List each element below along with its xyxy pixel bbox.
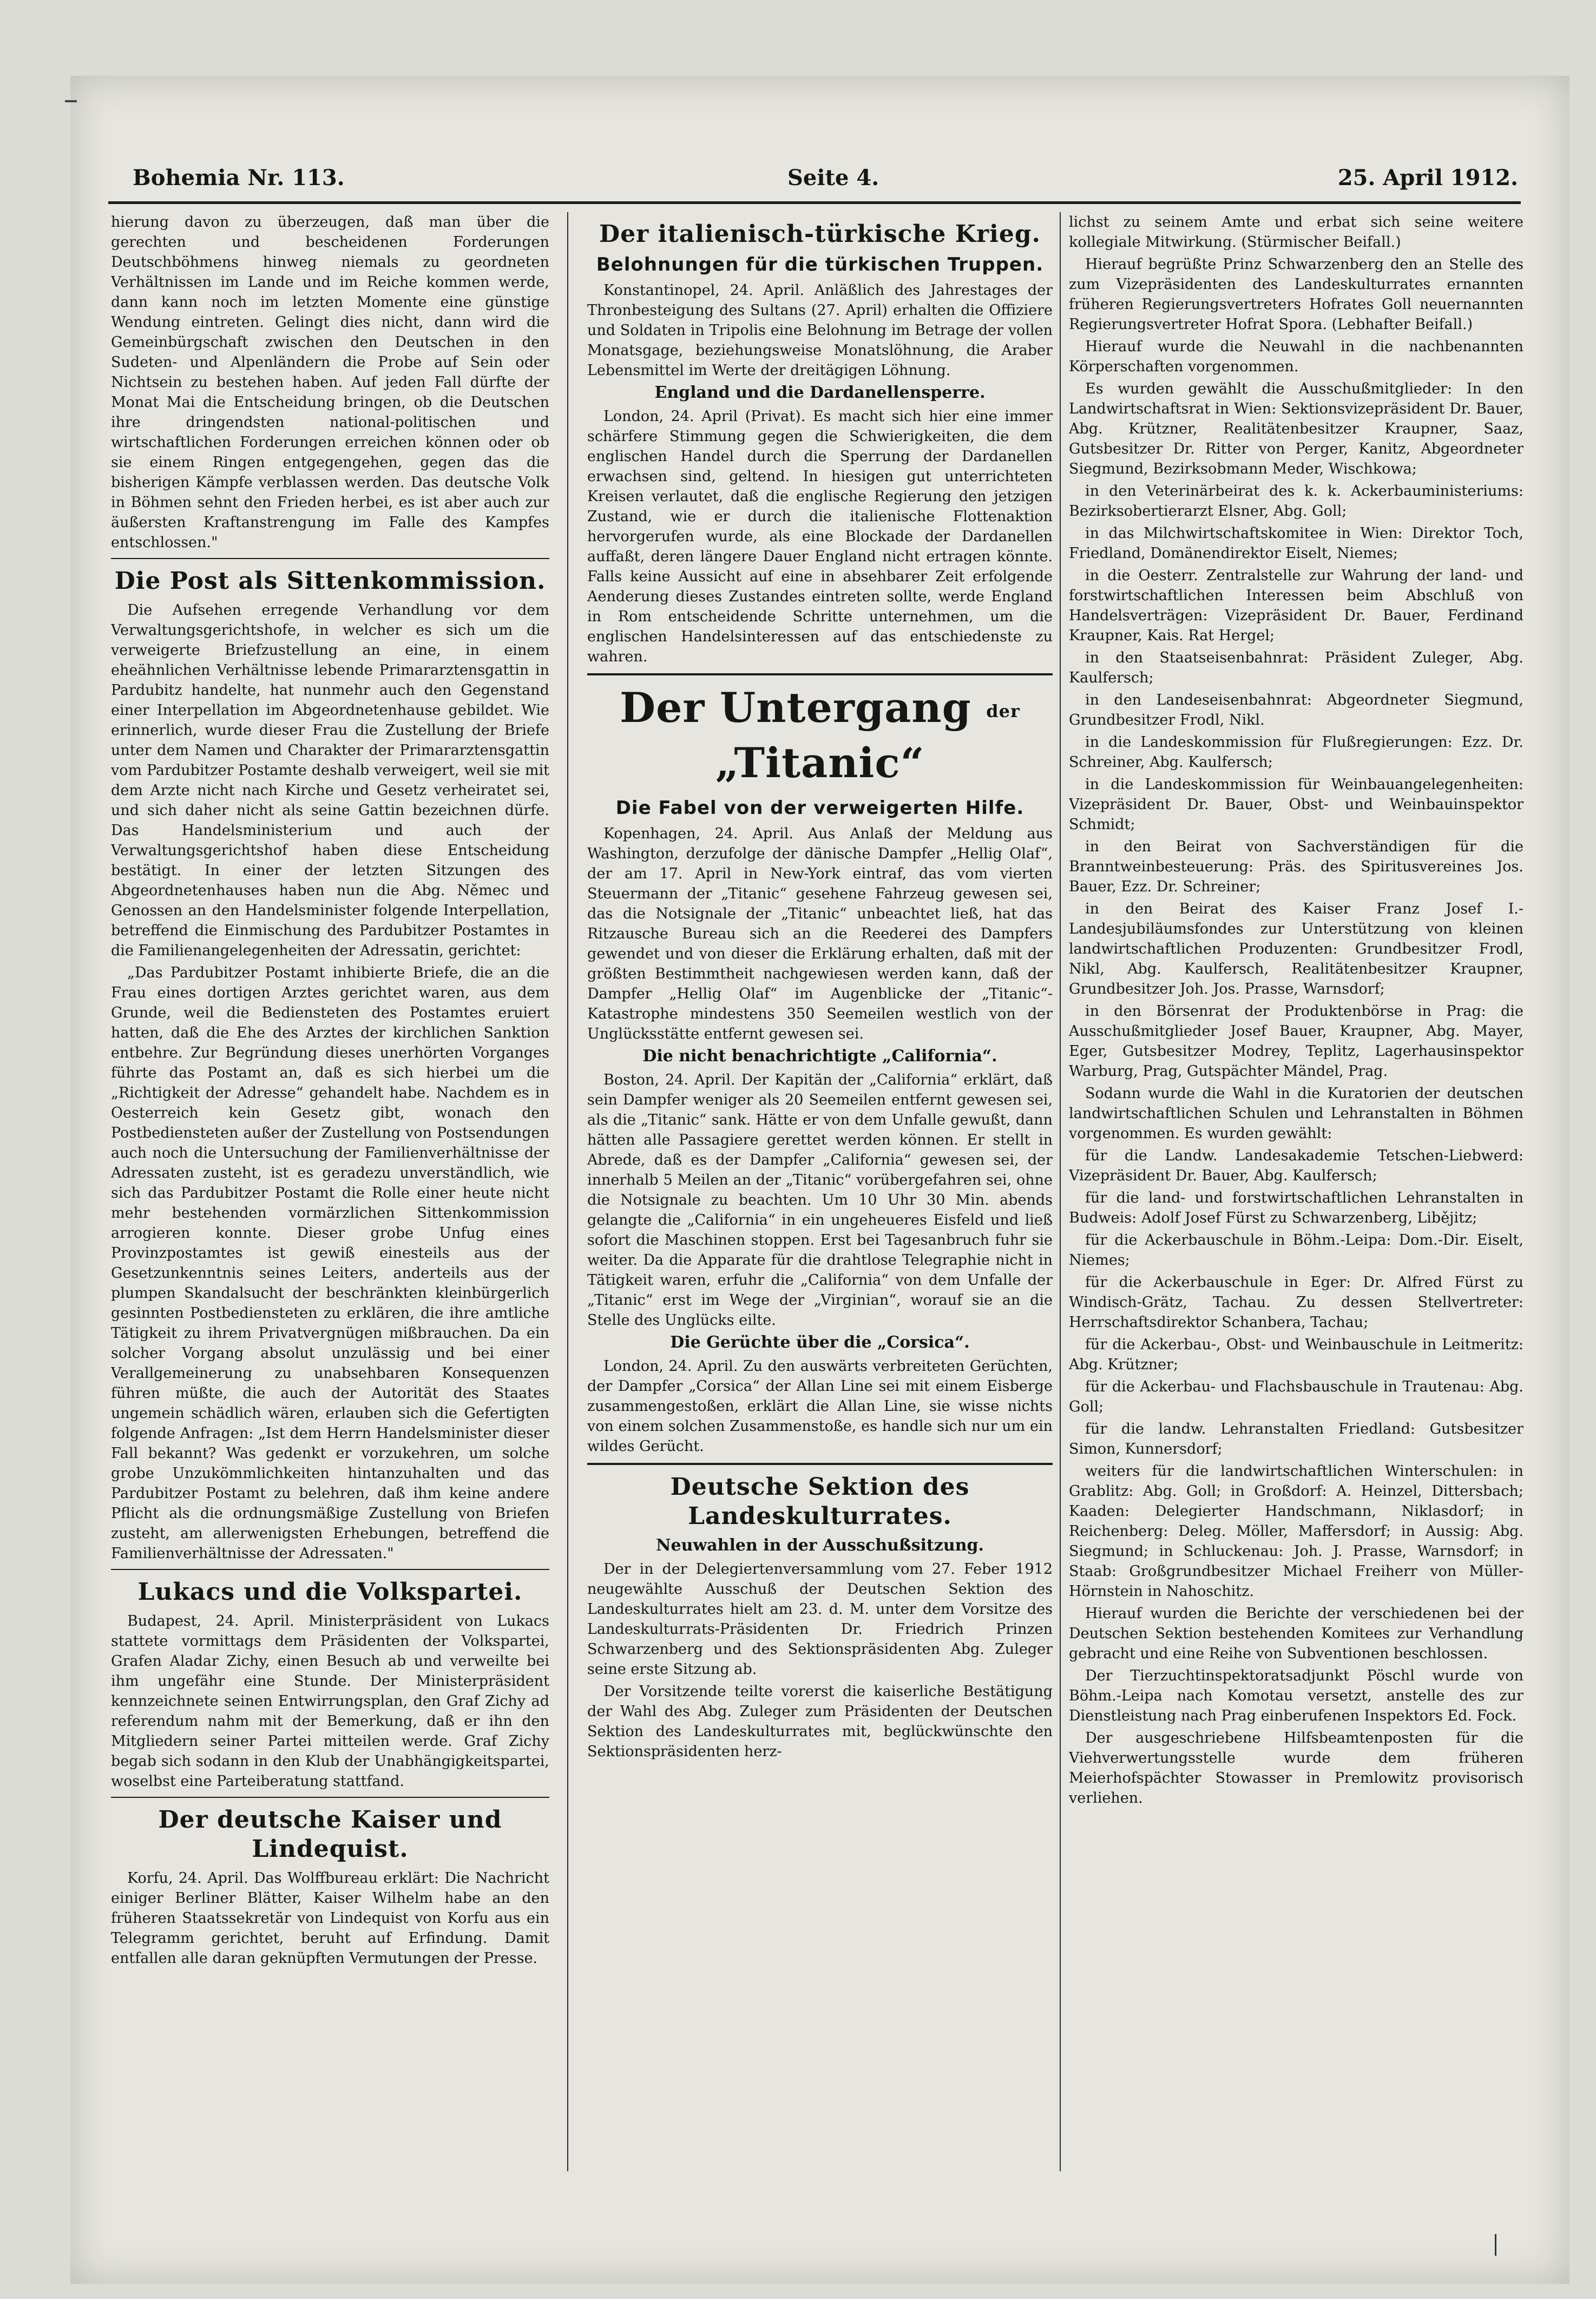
column-divider-1: [567, 212, 568, 2171]
article-subtitle-sektion: Neuwahlen in der Ausschußsitzung.: [656, 1536, 984, 1555]
article-paragraph: London, 24. April (Privat). Es macht sich hier eine immer schärfere Stimmung gegen die Schwierigkeiten, die dem englischen Handel durch die Sperrung der Dardanellen erwachsen sind, geltend. In hiesigen gut unterrichteten Kreisen verlautet, daß die englische Regierung den jetzigen Zustand, wie er durch die italienische Flottenaktion hervorgerufen wurde, als eine Blockade der Dardanellen auffaßt, deren längere Dauer England nicht ertragen könnte. Falls keine Aussicht auf eine in absehbarer Zeit erfolgende Aenderung dieses Zustandes eintreten sollte, werde England in Rom entscheidende Schritte unternehmen, um die englischen Handelsinteressen auf das entschiedenste zu wahren.: [587, 408, 1053, 665]
header-page-number: Seite 4.: [787, 165, 879, 191]
article-paragraph: Der Tierzuchtinspektoratsadjunkt Pöschl wurde von Böhm.-Leipa nach Komotau versetzt, anstelle des zur Dienstleistung nach Prag einberufenen Inspektors Ed. Fock.: [1069, 1667, 1523, 1724]
column-1: [111, 212, 549, 2204]
article-paragraph: in die Landeskommission für Flußregierungen: Ezz. Dr. Schreiner, Abg. Kaulfersch;: [1069, 734, 1523, 771]
divider: [587, 1463, 1053, 1465]
article-paragraph: in den Veterinärbeirat des k. k. Ackerbauministeriums: Bezirksobertierarzt Elsner, Abg. Goll;: [1069, 483, 1523, 520]
article-paragraph: für die Ackerbau-, Obst- und Weinbauschule in Leitmeritz: Abg. Krützner;: [1069, 1336, 1523, 1373]
article-paragraph: in das Milchwirtschaftskomitee in Wien: Direktor Toch, Friedland, Domänendirektor Eiselt, Niemes;: [1069, 525, 1523, 562]
article-title-sektion: Deutsche Sektion des Landeskulturrates.: [670, 1473, 970, 1530]
article-intro-continuation: hierung davon zu überzeugen, daß man über die gerechten und bescheidenen Forderungen Deutschböhmens hinweg niemals zu geordneten Verhältnissen im Lande und im Reiche kommen werde, dann kann noch im letzten Momente eine günstige Wendung eintreten. Gelingt dies nicht, dann wird die Gemeinbürgschaft zwischen den Deutschen in den Sudeten- und Alpenländern die Probe auf Sein oder Nichtsein zu bestehen haben. Auf jeden Fall dürfte der Monat Mai die Entscheidung bringen, ob die Deutschen ihre dringendsten national-politischen und wirtschaftlichen Forderungen erreichen können oder ob sie einem Ringen entgegengehen, gegen das die bisherigen Kämpfe verblassen werden. Das deutsche Volk in Böhmen sehnt den Frieden herbei, es ist aber auch zur äußersten Kraftanstrengung im Falle des Kampfes entschlossen.": [111, 214, 549, 551]
article-paragraph: in die Oesterr. Zentralstelle zur Wahrung der land- und forstwirtschaftlichen Interessen beim Abschluß von Handelsverträgen: Vizepräsident Dr. Bauer, Ferdinand Kraupner, Kais. Rat Hergel;: [1069, 567, 1523, 644]
column-divider-2: [1060, 212, 1061, 2171]
article-paragraph: Der Vorsitzende teilte vorerst die kaiserliche Bestätigung der Wahl des Abg. Zuleger zum Präsidenten der Deutschen Sektion des Landeskulturrates mit, beglückwünschte den Sektionspräsidenten herz-: [587, 1683, 1053, 1760]
article-title-corsica: Die Gerüchte über die „Corsica“.: [670, 1333, 970, 1352]
article-paragraph: Hierauf begrüßte Prinz Schwarzenberg den an Stelle des zum Vizepräsidenten des Landeskulturrates ernannten früheren Regierungsvertreters Hofrates Goll neuernannten Regierungsvertreter Hofrat Spora. (Lebhafter Beifall.): [1069, 256, 1523, 333]
article-subtitle-krieg: Belohnungen für die türkischen Truppen.: [596, 254, 1044, 275]
article-paragraph: für die Landw. Landesakademie Tetschen-Liebwerd: Vizepräsident Dr. Bauer, Abg. Kaulfersch;: [1069, 1147, 1523, 1184]
article-paragraph: Boston, 24. April. Der Kapitän der „California“ erklärt, daß sein Dampfer weniger als 20 Seemeilen entfernt gewesen sei, als die „Titanic“ sank. Hätte er von dem Unfalle gewußt, dann hätten alle Passagiere gerettet werden können. Er stellt in Abrede, daß es der Dampfer „California“ gewesen sei, der innerhalb 5 Meilen an der „Titanic“ vorübergefahren sei, ohne die Notsignale zu beachten. Um 10 Uhr 30 Min. abends gelangte die „California“ in ein ungeheueres Eisfeld und ließ sofort die Maschinen stoppen. Erst bei Tagesanbruch fuhr sie weiter. Da die Apparate für die drahtlose Telegraphie nicht in Tätigkeit waren, erfuhr die „California“ von dem Unfalle der „Titanic“ erst im Wege der „Virginian“, worauf sie an die Stelle des Unglücks eilte.: [587, 1072, 1053, 1329]
article-paragraph: Hierauf wurde die Neuwahl in die nachbenannten Körperschaften vorgenommen.: [1069, 338, 1523, 375]
article-title-england: England und die Dardanellensperre.: [654, 383, 986, 402]
divider: [111, 1569, 549, 1570]
page-header: [133, 165, 1518, 198]
header-date: 25. April 1912.: [1337, 165, 1518, 191]
article-title-california: Die nicht benachrichtigte „California“.: [642, 1047, 997, 1066]
header-rule: [108, 201, 1521, 204]
article-paragraph: lichst zu seinem Amte und erbat sich seine weitere kollegiale Mitwirkung. (Stürmischer Beifall.): [1069, 214, 1523, 251]
article-paragraph: Konstantinopel, 24. April. Anläßlich des Jahrestages der Thronbesteigung des Sultans (27. April) erhalten die Offiziere und Soldaten in Tripolis eine Belohnung im Betrage der vollen Monatsgage, beziehungsweise Monatslöhnung, die Araber Lebensmittel im Werte der dreitägigen Löhnung.: [587, 282, 1053, 379]
article-paragraph: Sodann wurde die Wahl in die Kuratorien der deutschen landwirtschaftlichen Schulen und Lehranstalten in Böhmen vorgenommen. Es wurden gewählt:: [1069, 1085, 1523, 1142]
article-title-lukacs: Lukacs und die Volkspartei.: [137, 1578, 523, 1606]
article-paragraph: in den Staatseisenbahnrat: Präsident Zuleger, Abg. Kaulfersch;: [1069, 649, 1523, 686]
article-paragraph: Der ausgeschriebene Hilfsbeamtenposten für die Viehverwertungsstelle wurde dem früheren Meierhofspächter Stowasser in Premlowitz provisorisch verliehen.: [1069, 1730, 1523, 1807]
article-paragraph: Es wurden gewählt die Ausschußmitglieder: In den Landwirtschaftsrat in Wien: Sektionsvizepräsident Dr. Bauer, Abg. Krützner, Realitätenbesitzer Kraupner, Saaz, Gutsbesitzer Dr. Ritter von Perger, Kanitz, Abgeordneter Siegmund, Bezirksobmann Meder, Wischkowa;: [1069, 380, 1523, 477]
article-paragraph: in die Landeskommission für Weinbauangelegenheiten: Vizepräsident Dr. Bauer, Obst- und Weinbauinspektor Schmidt;: [1069, 776, 1523, 833]
column-2: [587, 212, 1053, 2204]
article-subtitle-titanic: Die Fabel von der verweigerten Hilfe.: [615, 797, 1024, 819]
article-paragraph: für die Ackerbauschule in Eger: Dr. Alfred Fürst zu Windisch-Grätz, Tachau. Zu dessen Stellvertreter: Herrschaftsdirektor Schanbera, Tachau;: [1069, 1274, 1523, 1331]
article-paragraph: Kopenhagen, 24. April. Aus Anlaß der Meldung aus Washington, derzufolge der dänische Dampfer „Hellig Olaf“, der am 17. April in New-York eintraf, das vom vierten Steuermann der „Titanic“ gesehene Fahrzeug gewesen sei, das die Notsignale der „Titanic“ unbeachtet ließ, hat das Ritzausche Bureau sich an die Reederei des Dampfers gewendet und von dieser die Erklärung erhalten, daß mit der größten Bestimmtheit nachgewiesen werden kann, daß der Dampfer „Hellig Olaf“ im Augenblicke der „Titanic“-Katastrophe mindestens 350 Seemeilen westlich von der Unglücksstätte entfernt gewesen sei.: [587, 825, 1053, 1042]
article-paragraph: für die landw. Lehranstalten Friedland: Gutsbesitzer Simon, Kunnersdorf;: [1069, 1421, 1523, 1457]
divider: [111, 558, 549, 559]
article-paragraph: Hierauf wurden die Berichte der verschiedenen bei der Deutschen Sektion bestehenden Komitees zur Verhandlung gebracht und eine Reihe von Subventionen beschlossen.: [1069, 1605, 1523, 1662]
article-paragraph: weiters für die landwirtschaftlichen Winterschulen: in Grablitz: Abg. Goll; in Großdorf: A. Heinzel, Dittersbach; Kaaden: Delegierter Handschmann, Niklasdorf; in Reichenberg: Deleg. Möller, Maffersdorf; in Aussig: Abg. Siegmund; in Schluckenau: Joh. J. Prasse, Warnsdorf; in Staab: Großgrundbesitzer Michael Freiherr von Müller-Hörnstein in Nahoschitz.: [1069, 1463, 1523, 1600]
article-paragraph: in den Landeseisenbahnrat: Abgeordneter Siegmund, Grundbesitzer Frodl, Nikl.: [1069, 692, 1523, 728]
article-paragraph: Die Aufsehen erregende Verhandlung vor dem Verwaltungsgerichtshofe, in welcher es sich um die verweigerte Briefzustellung an eine, in einem eheähnlichen Verhältnisse lebende Primararztensgattin in Pardubitz handelte, hat nunmehr auch den Gegenstand einer Interpellation im Abgeordnetenhause gebildet. Wie erinnerlich, wurde dieser Frau die Zustellung der Briefe unter dem Namen und Charakter der Primararztensgattin vom Pardubitzer Postamte deshalb verweigert, weil sie mit dem Arzte nicht nach Kirche und Gesetz verheiratet sei, und sich daher nicht als seine Gattin bezeichnen dürfe. Das Handelsministerium und auch der Verwaltungsgerichtshof haben diese Entscheidung bestätigt. In einer der letzten Sitzungen des Abgeordnetenhauses haben nun die Abg. Němec und Genossen an den Handelsminister folgende Interpellation, betreffend die Einmischung des Pardubitzer Postamtes in die Familienangelegenheiten der Adressatin, gerichtet:: [111, 602, 549, 959]
article-paragraph: Der in der Delegiertenversammlung vom 27. Feber 1912 neugewählte Ausschuß der Deutschen Sektion des Landeskulturrates hielt am 23. d. M. unter dem Vorsitze des Landeskulturrats-Präsidenten Dr. Friedrich Prinzen Schwarzenberg und des Sektionspräsidenten Abg. Zuleger seine erste Sitzung ab.: [587, 1561, 1053, 1678]
article-paragraph: für die Ackerbau- und Flachsbauschule in Trautenau: Abg. Goll;: [1069, 1378, 1523, 1415]
article-paragraph: London, 24. April. Zu den auswärts verbreiteten Gerüchten, der Dampfer „Corsica“ der Allan Line sei mit einem Eisberge zusammengestoßen, erklärt die Allan Line, sie wisse nichts von einem solchen Zusammenstoße, es handle sich nur um ein wildes Gerücht.: [587, 1358, 1053, 1455]
article-title-post: Die Post als Sittenkommission.: [114, 567, 546, 595]
article-paragraph: in den Beirat von Sachverständigen für die Branntweinbesteuerung: Präs. des Spiritusvereines Jos. Bauer, Ezz. Dr. Schreiner;: [1069, 838, 1523, 895]
article-title-kaiser: Der deutsche Kaiser und Lindequist.: [158, 1806, 502, 1863]
article-paragraph: in den Börsenrat der Produktenbörse in Prag: die Ausschußmitglieder Josef Bauer, Kraupner, Abg. Mayer, Eger, Gutsbesitzer Modrey, Teplitz, Lagerhausinspektor Warburg, Prag, Gutspächter Mändel, Prag.: [1069, 1003, 1523, 1080]
article-paragraph: „Das Pardubitzer Postamt inhibierte Briefe, die an die Frau eines dortigen Arztes gerichtet waren, aus dem Grunde, weil die Bediensteten des Postamtes eruiert hatten, daß die Ehe des Arztes der kirchlichen Sanktion entbehre. Zur Begründung dieses unerhörten Vorganges führte das Postamt an, daß es sich hierbei um die „Richtigkeit der Adresse“ gehandelt habe. Nachdem es in Oesterreich kein Gesetz gibt, wonach den Postbediensteten außer der Zustellung von Postsendungen auch noch die Untersuchung der Familienverhältnisse der Adressaten zusteht, ist es geradezu unverständlich, wie sich das Pardubitzer Postamt die Rolle einer heute nicht mehr bestehenden vormärzlichen Sittenkommission arrogieren konnte. Dieser grobe Unfug eines Provinzpostamtes ist gewiß einesteils aus der Gesetzunkenntnis seines Leiters, anderteils aus der plumpen Skandalsucht der beschränkten kleinbürgerlich gesinnten Postbediensteten zu erklären, die ihre amtliche Tätigkeit zu ihrem Privatvergnügen mißbrauchen. Da ein solcher Vorgang absolut unzulässig und bei einer Verallgemeinerung zu unabsehbaren Konsequenzen führen müßte, die auch der Autorität des Staates ungemein schädlich wären, erlauben sich die Gefertigten folgende Anfragen: „Ist dem Herrn Handelsminister dieser Fall bekannt? Was gedenkt er vorzukehren, um solche grobe Unzukömmlichkeiten hintanzuhalten und das Pardubitzer Postamt zu belehren, daß ihm keine andere Pflicht als die ordnungsmäßige Zustellung von Briefen zusteht, am allerwenigsten Erhebungen, betreffend die Familienverhältnisse der Adressaten.": [111, 964, 549, 1562]
article-paragraph: für die land- und forstwirtschaftlichen Lehranstalten in Budweis: Adolf Josef Fürst zu Schwarzenberg, Libějitz;: [1069, 1190, 1523, 1226]
divider: [111, 1797, 549, 1798]
scan-corner-mark: [1495, 2234, 1509, 2256]
article-paragraph: Korfu, 24. April. Das Wolffbureau erklärt: Die Nachricht einiger Berliner Blätter, Kaiser Wilhelm habe an den früheren Staatssekretär von Lindequist von Korfu aus ein Telegramm gerichtet, beruht auf Erfindung. Damit entfallen alle daran geknüpften Vermutungen der Presse.: [111, 1870, 549, 1967]
article-paragraph: für die Ackerbauschule in Böhm.-Leipa: Dom.-Dir. Eiselt, Niemes;: [1069, 1232, 1523, 1269]
divider: [587, 673, 1053, 675]
column-3: [1069, 212, 1523, 2204]
header-publication: Bohemia Nr. 113.: [133, 165, 345, 191]
article-paragraph: Budapest, 24. April. Ministerpräsident von Lukacs stattete vormittags dem Präsidenten der Volkspartei, Grafen Aladar Zichy, einen Besuch ab und verweilte bei ihm ungefähr eine Stunde. Der Ministerpräsident kennzeichnete seinen Entwirrungsplan, den Graf Zichy ad referendum nahm mit der Bemerkung, daß er ihn den Mitgliedern seiner Partei mitteilen werde. Graf Zichy begab sich sodann in den Klub der Unabhängigkeitspartei, woselbst eine Parteiberatung stattfand.: [111, 1613, 549, 1790]
article-paragraph: in den Beirat des Kaiser Franz Josef I.-Landesjubiläumsfondes zur Unterstützung von kleinen landwirtschaftlichen Produzenten: Grundbesitzer Frodl, Nikl, Abg. Kaulfersch, Realitätenbesitzer Kraupner, Grundbesitzer Joh. Jos. Prasse, Warnsdorf;: [1069, 901, 1523, 997]
article-title-krieg: Der italienisch-türkische Krieg.: [599, 220, 1041, 248]
scan-mark: [65, 100, 77, 102]
headline-titanic: Der Untergang der „Titanic“: [620, 684, 1020, 787]
